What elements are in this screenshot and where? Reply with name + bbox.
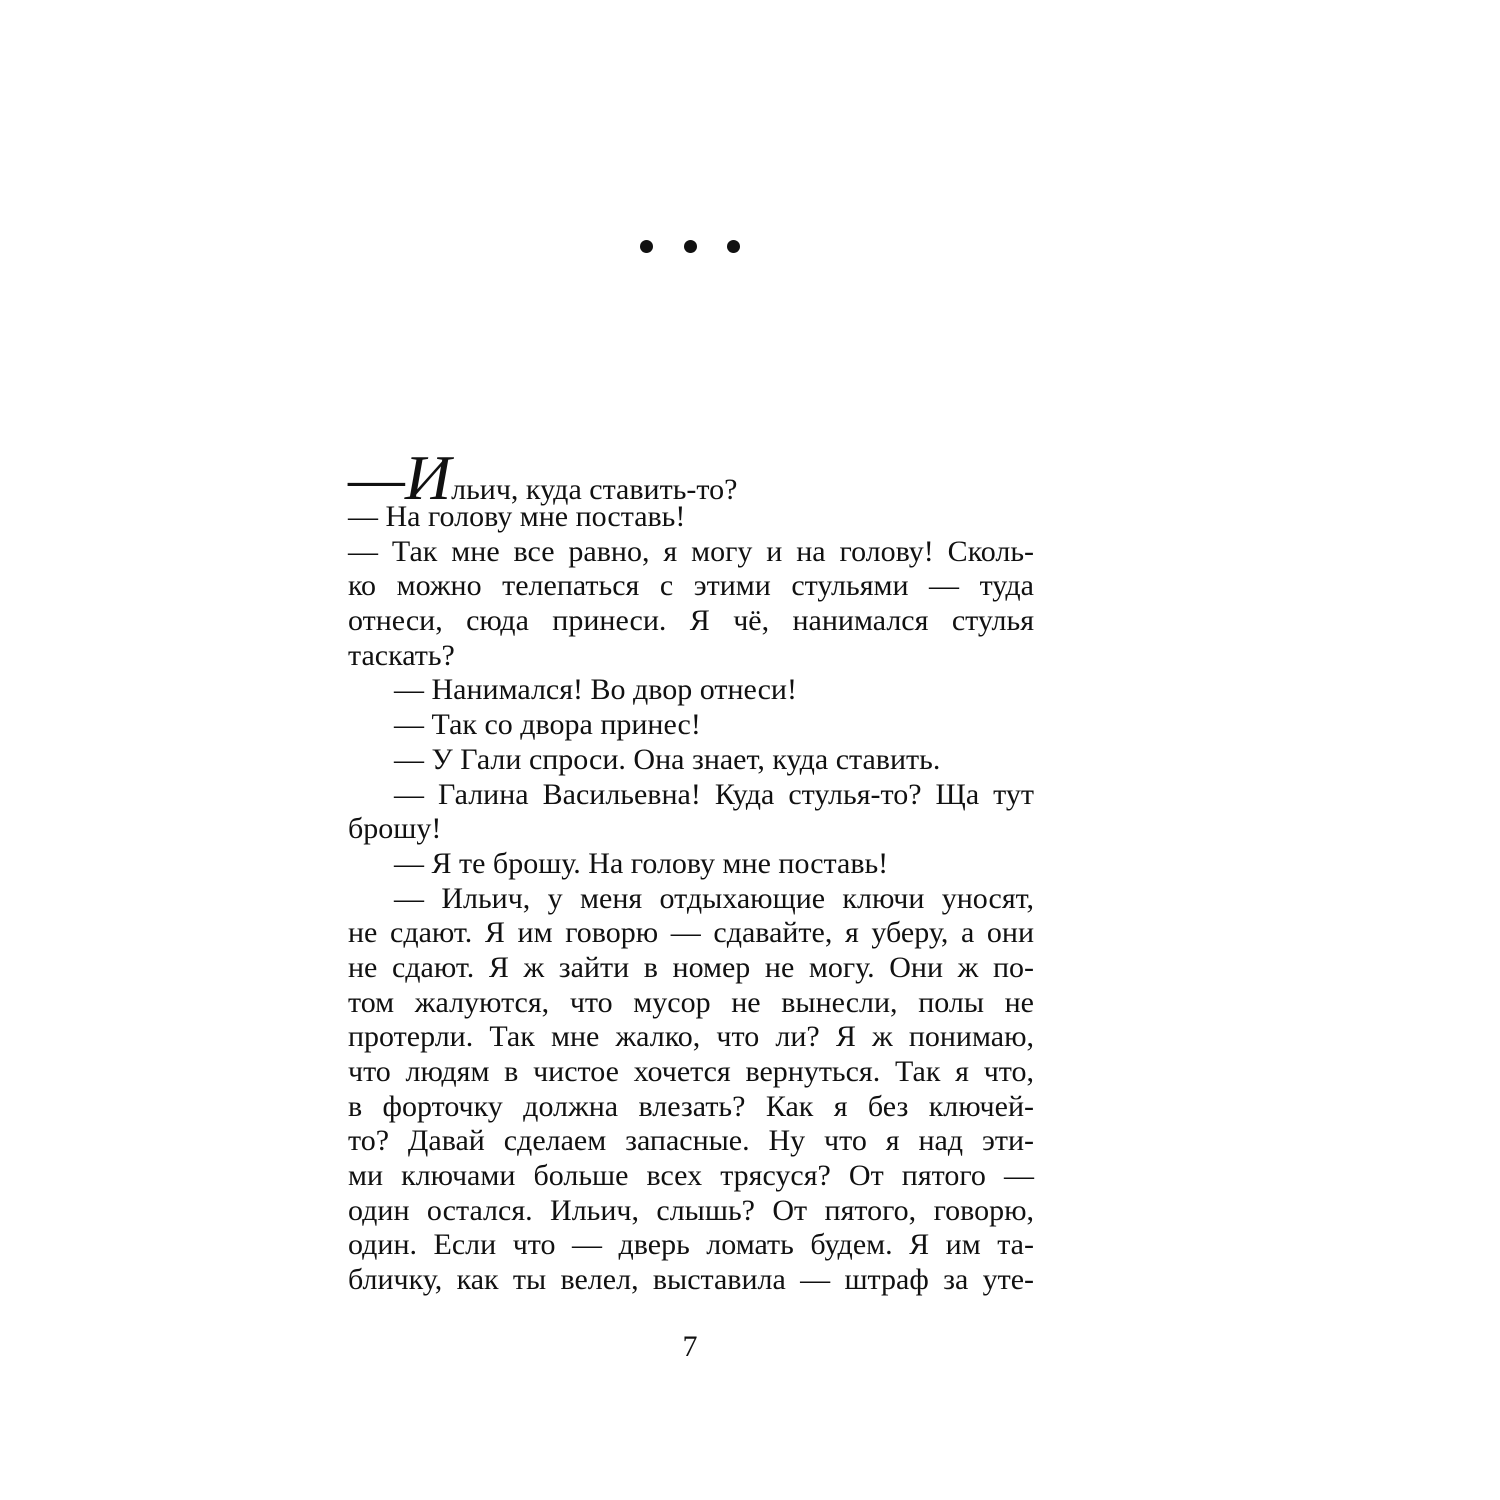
- text-line-12: — Я те брошу. На голову мне поставь!: [394, 846, 889, 880]
- text-line-8: — Так со двора принес!: [394, 708, 701, 742]
- ornament-dot: [727, 240, 740, 253]
- text-line-14: не сдают. Я им говорю — сдавайте, я уберу, а они: [348, 916, 1034, 950]
- text-line-15: не сдают. Я ж зайти в номер не могу. Они ж по-: [348, 950, 1034, 984]
- text-line-18: что людям в чистое хочется вернуться. Так я что,: [348, 1055, 1034, 1088]
- text-line-7: — Нанимался! Во двор отнеси!: [394, 673, 797, 707]
- text-line-10: — Галина Васильевна! Куда стулья-то? Ща тут: [394, 777, 1034, 811]
- text-line-22: один остался. Ильич, слышь? От пятого, говорю,: [348, 1193, 1034, 1227]
- text-line-24: бличку, как ты велел, выставила — штраф за уте-: [348, 1263, 1034, 1297]
- text-line-19: в форточку должна влезать? Как я без ключей-: [348, 1089, 1034, 1123]
- text-line-3: — Так мне все равно, я могу и на голову! Сколь-: [348, 534, 1034, 568]
- ornament-dot: [640, 240, 653, 253]
- text-line-9: — У Гали спроси. Она знает, куда ставить.: [394, 742, 941, 776]
- body-text: [348, 442, 1034, 1298]
- page-number: 7: [682, 1330, 698, 1363]
- section-break-dots: [640, 236, 740, 256]
- text-line-2: — На голову мне поставь!: [348, 500, 686, 533]
- text-line-5: отнеси, сюда принеси. Я чё, нанимался стулья: [348, 604, 1034, 638]
- ornament-dot: [684, 240, 697, 253]
- text-line-17: протерли. Так мне жалко, что ли? Я ж понимаю,: [348, 1020, 1034, 1054]
- text-line-23: один. Если что — дверь ломать будем. Я им та-: [348, 1228, 1034, 1262]
- text-line-6: таскать?: [348, 638, 455, 672]
- text-line-1-rest: льич, куда ставить-то?: [451, 473, 738, 506]
- text-line-4: ко можно телепаться с этими стульями — туда: [348, 569, 1034, 603]
- text-line-20: то? Давай сделаем запасные. Ну что я над эти-: [348, 1124, 1034, 1158]
- text-line-16: том жалуются, что мусор не вынесли, полы не: [348, 985, 1034, 1019]
- drop-cap: —И: [348, 442, 452, 513]
- text-line-13: — Ильич, у меня отдыхающие ключи уносят,: [394, 881, 1034, 915]
- text-line-1: [348, 442, 1034, 513]
- text-line-21: ми ключами больше всех трясуся? От пятого —: [348, 1159, 1034, 1193]
- text-line-11: брошу!: [348, 812, 442, 846]
